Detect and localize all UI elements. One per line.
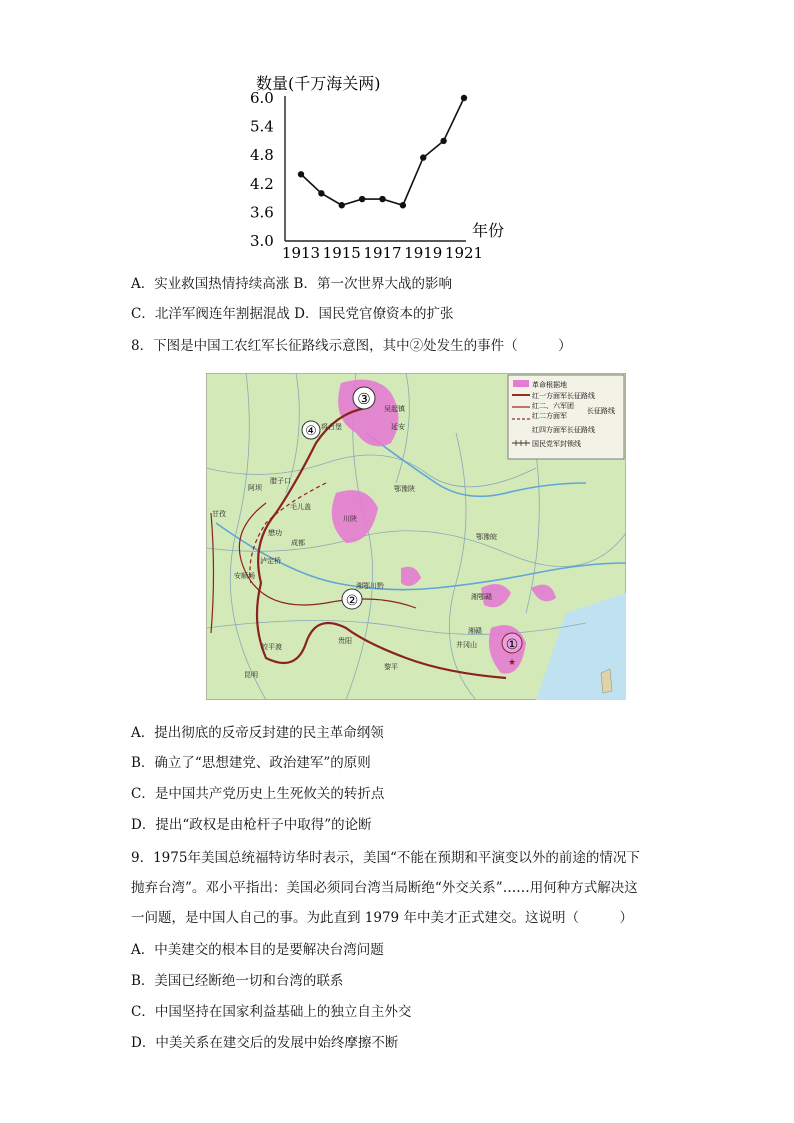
y-tick-label: 4.2 xyxy=(250,174,274,193)
place-jiaopingdu: 皎平渡 xyxy=(261,643,282,651)
q9-option-c: C．中国坚持在国家利益基础上的独立自主外交 xyxy=(131,1004,412,1020)
q9-option-a: A．中美建交的根本目的是要解决台湾问题 xyxy=(131,942,384,958)
data-point xyxy=(400,202,406,208)
q8-option-c: C．是中国共产党历史上生死攸关的转折点 xyxy=(131,786,385,802)
long-march-map xyxy=(206,373,626,700)
data-point xyxy=(379,196,385,202)
marker-4: ④ xyxy=(305,424,317,439)
data-point xyxy=(339,202,345,208)
x-tick-label: 1915 xyxy=(322,244,361,262)
place-yanan: 延安 xyxy=(391,423,405,431)
place-lazikou: 腊子口 xyxy=(270,477,291,485)
place-liping: 黎平 xyxy=(384,663,398,671)
marker-1: ① xyxy=(505,637,519,653)
map-legend xyxy=(508,375,624,459)
svg-text:★: ★ xyxy=(507,658,517,668)
data-point xyxy=(440,138,446,144)
place-kunming: 昆明 xyxy=(244,671,258,679)
data-point xyxy=(359,196,365,202)
data-point xyxy=(420,154,426,160)
legend-blockade: 国民党军封锁线 xyxy=(532,440,581,448)
place-aba: 阿坝 xyxy=(248,484,262,492)
place-xianggan: 湘赣 xyxy=(468,627,482,635)
y-tick-label: 4.8 xyxy=(250,146,274,165)
q8-option-d: D．提出“政权是由枪杆子中取得”的论断 xyxy=(131,817,372,833)
x-tick-label: 1917 xyxy=(363,244,402,262)
q7-options-line2: C．北洋军阀连年割据混战 D．国民党官僚资本的扩张 xyxy=(131,306,454,322)
y-tick-label: 5.4 xyxy=(250,117,274,136)
place-anshunchang: 安顺场 xyxy=(234,572,255,580)
place-chuanshan: 川陕 xyxy=(343,515,357,523)
marker-2: ② xyxy=(345,593,359,609)
q7-options-line1: A．实业救国热情持续高涨 B．第一次世界大战的影响 xyxy=(131,276,452,292)
place-xiangechuanqian: 湘鄂川黔 xyxy=(356,582,384,590)
q8-option-b: B．确立了“思想建党、政治建军”的原则 xyxy=(131,755,371,771)
series-line xyxy=(301,98,464,205)
legend-red2: 红二方面军 xyxy=(532,412,567,420)
y-tick-label: 6.0 xyxy=(250,89,274,107)
legend-red1: 红一方面军长征路线 xyxy=(532,392,595,400)
y-tick-label: 3.0 xyxy=(250,232,274,250)
q8-stem: 8．下图是中国工农红军长征路线示意图，其中②处发生的事件（ ） xyxy=(131,338,572,354)
data-point xyxy=(318,190,324,196)
y-axis-label: 数量(千万海关两) xyxy=(256,74,381,93)
place-wuqizhen: 吴起镇 xyxy=(384,405,405,413)
q9-stem-line3: 一问题，是中国人自己的事。为此直到 1979 年中美才正式建交。这说明（ ） xyxy=(131,910,633,926)
legend-red26: 红二、六军团 xyxy=(532,402,574,410)
place-jinggangshan: 井冈山 xyxy=(456,641,477,649)
place-chengdu: 成都 xyxy=(291,539,305,547)
legend-base: 革命根据地 xyxy=(532,381,567,389)
legend-red4: 红四方面军长征路线 xyxy=(532,426,595,434)
q9-option-b: B．美国已经断绝一切和台湾的联系 xyxy=(131,973,344,989)
line-chart xyxy=(0,0,794,265)
place-xiangegan: 湘鄂赣 xyxy=(471,593,492,601)
place-maogong: 懋功 xyxy=(268,529,282,537)
marker-3: ③ xyxy=(357,390,371,408)
y-tick-label: 3.6 xyxy=(250,203,274,222)
q9-stem-line2: 抛弃台湾”。邓小平指出：美国必须同台湾当局断绝“外交关系”……用何种方式解决这 xyxy=(131,880,638,896)
x-tick-label: 1913 xyxy=(281,244,321,262)
q9-stem-line1: 9．1975年美国总统福特访华时表示，美国“不能在预期和平演变以外的前途的情况下 xyxy=(131,850,640,866)
place-eyuwan: 鄂豫皖 xyxy=(476,533,497,541)
legend-route: 长征路线 xyxy=(587,407,615,415)
place-ludingqiao: 泸定桥 xyxy=(260,557,281,565)
place-jiangtaibao: 将台堡 xyxy=(321,423,342,431)
q9-option-d: D．中美关系在建交后的发展中始终摩擦不断 xyxy=(131,1035,399,1051)
x-axis-label: 年份 xyxy=(472,221,505,240)
place-guiyang: 贵阳 xyxy=(338,637,352,645)
place-ganzi: 甘孜 xyxy=(212,510,226,518)
x-tick-label: 1921 xyxy=(444,244,484,262)
q8-option-a: A．提出彻底的反帝反封建的民主革命纲领 xyxy=(131,725,384,741)
place-maoergai: 毛儿盖 xyxy=(290,503,311,511)
x-tick-label: 1919 xyxy=(404,244,443,262)
place-eyushan: 鄂豫陕 xyxy=(394,485,415,493)
data-point xyxy=(298,171,304,177)
data-point xyxy=(461,95,467,101)
